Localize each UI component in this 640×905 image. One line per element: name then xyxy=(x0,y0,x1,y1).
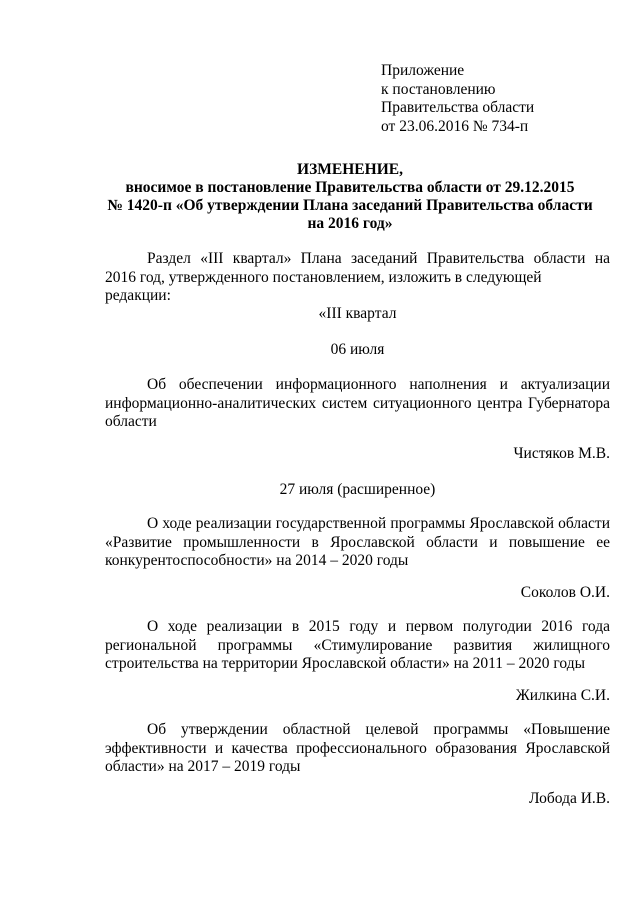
quarter-heading: «III квартал xyxy=(318,305,397,322)
agenda-item xyxy=(105,618,610,674)
appendix-line: Приложение xyxy=(381,62,465,79)
paragraph-line: Об обеспечении информационного наполнения и актуализации xyxy=(147,376,610,393)
paragraph-line: эффективности и качества профессионального образования Ярославской xyxy=(105,739,610,757)
title-line: вносимое в постановление Правительства области от 29.12.2015 xyxy=(125,179,575,196)
title-line: на 2016 год» xyxy=(307,215,393,232)
paragraph-line: 2016 год, утвержденного постановлением, изложить в следующей редакции: xyxy=(105,268,542,304)
paragraph-line: Об утверждении областной целевой программы «Повышение xyxy=(147,721,610,738)
title-line: ИЗМЕНЕНИЕ, xyxy=(297,161,403,178)
agenda-item xyxy=(105,515,610,571)
paragraph-line: конкурентоспособности» на 2014 – 2020 годы xyxy=(105,552,409,569)
paragraph-line: О ходе реализации государственной программы Ярославской области xyxy=(147,515,610,532)
paragraph-line: области» на 2017 – 2019 годы xyxy=(105,758,301,775)
paragraph-line: Раздел «III квартал» Плана заседаний Правительства области на xyxy=(147,250,610,267)
agenda-item xyxy=(105,721,610,777)
paragraph-line: региональной программы «Стимулирование развития жилищного xyxy=(105,636,610,654)
appendix-line: к постановлению xyxy=(381,80,496,98)
responsible-person: Лобода И.В. xyxy=(529,790,610,807)
paragraph-line: информационно-аналитических систем ситуационного центра Губернатора xyxy=(105,394,610,412)
appendix-line: Правительства области xyxy=(381,99,535,116)
document-title xyxy=(100,161,600,233)
paragraph-line: О ходе реализации в 2015 году и первом полугодии 2016 года xyxy=(147,618,610,635)
appendix-block xyxy=(381,62,534,136)
responsible-person: Соколов О.И. xyxy=(520,584,610,601)
responsible-person: Чистяков М.В. xyxy=(513,445,610,462)
meeting-date: 06 июля xyxy=(330,341,385,358)
title-line: № 1420-п «Об утверждении Плана заседаний Правительства области xyxy=(107,197,593,214)
paragraph-line: «Развитие промышленности в Ярославской области и повышение ее xyxy=(105,533,610,551)
meeting-date: 27 июля (расширенное) xyxy=(279,481,436,498)
paragraph-line: области xyxy=(105,413,157,430)
paragraph-line: строительства на территории Ярославской области» на 2011 – 2020 годы xyxy=(105,655,586,672)
agenda-item xyxy=(105,376,610,432)
intro-paragraph xyxy=(105,250,610,306)
appendix-line: от 23.06.2016 № 734-п xyxy=(381,117,529,135)
responsible-person: Жилкина С.И. xyxy=(515,687,610,704)
